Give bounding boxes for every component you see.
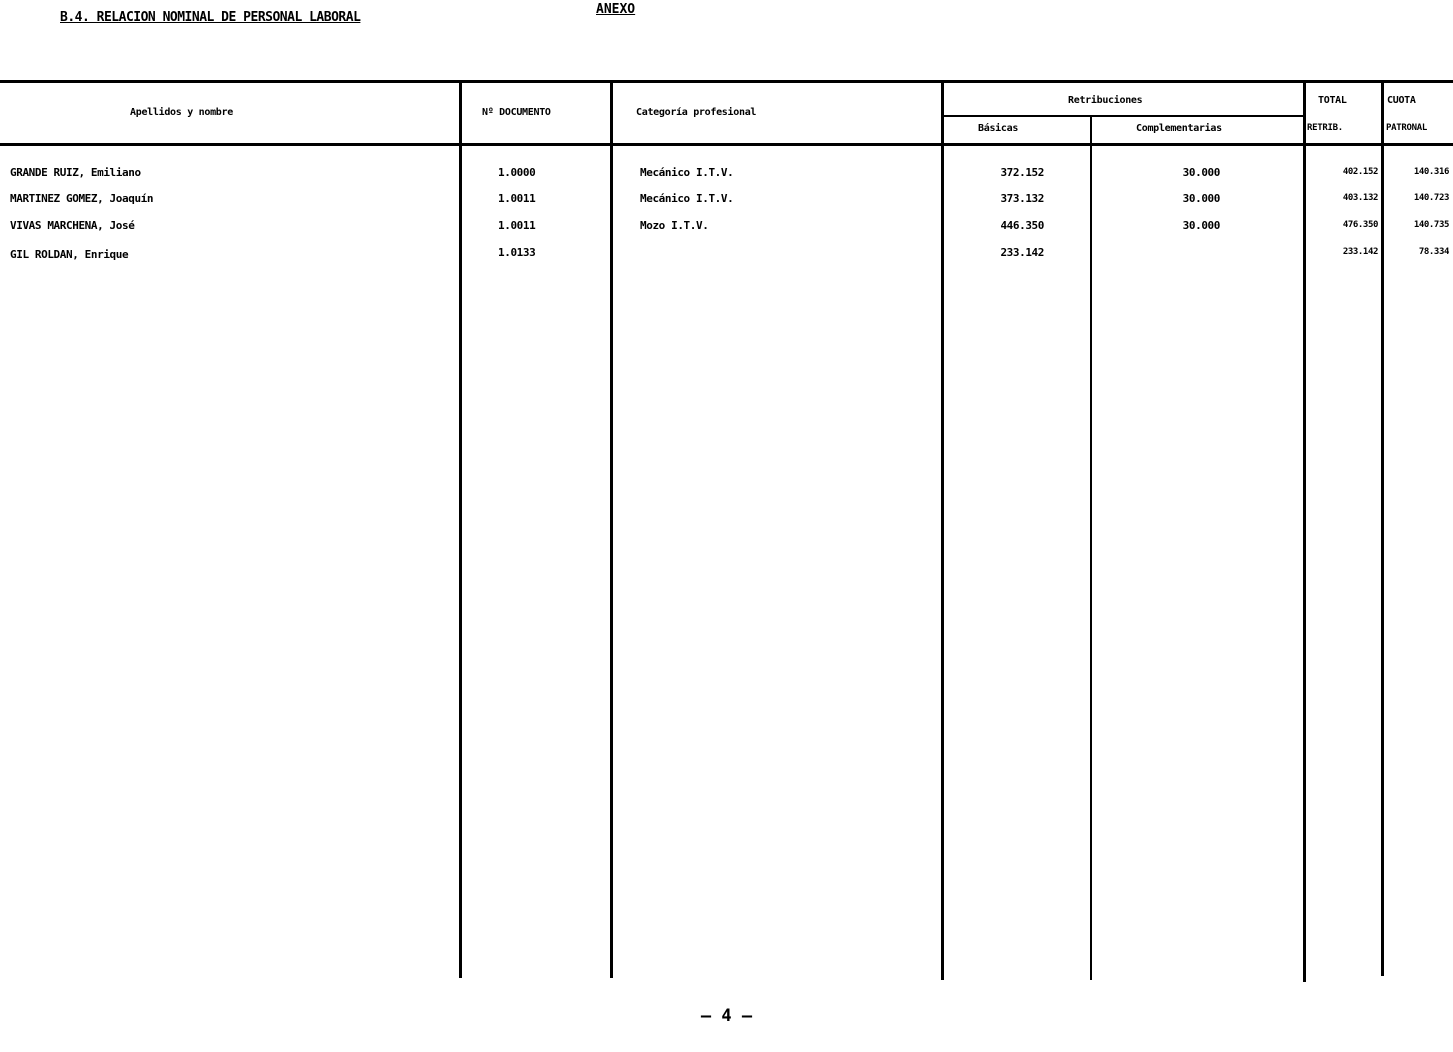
row-3-complementarias: 30.000: [1182, 219, 1220, 232]
row-1-dni: 1.0000: [498, 166, 536, 179]
header-cuota-line1: CUOTA: [1387, 95, 1416, 106]
header-dni: Nº DOCUMENTO: [482, 107, 551, 118]
header-total-line1: TOTAL: [1318, 95, 1347, 106]
header-complementarias: Complementarias: [1136, 123, 1222, 134]
row-2-cuota: 140.723: [1413, 193, 1449, 203]
col-divider-category: [941, 82, 944, 980]
row-1-category: Mecánico I.T.V.: [640, 166, 734, 179]
header-retribuciones: Retribuciones: [1068, 95, 1143, 106]
header-cuota-line2: PATRONAL: [1386, 123, 1427, 133]
row-4-cuota: 78.334: [1418, 247, 1449, 257]
row-3-category: Mozo I.T.V.: [640, 219, 709, 232]
section-title: B.4. RELACION NOMINAL DE PERSONAL LABORAL: [60, 10, 361, 25]
row-1-name: GRANDE RUIZ, Emiliano: [10, 166, 141, 179]
row-1-complementarias: 30.000: [1182, 166, 1220, 179]
row-1-basicas: 372.152: [1000, 166, 1044, 179]
row-3-name: VIVAS MARCHENA, José: [10, 219, 135, 232]
table-top-rule: [0, 80, 1453, 83]
row-3-basicas: 446.350: [1000, 219, 1044, 232]
header-basicas: Básicas: [978, 123, 1019, 134]
header-category: Categoría profesional: [636, 107, 757, 118]
row-2-complementarias: 30.000: [1182, 192, 1220, 205]
row-2-category: Mecánico I.T.V.: [640, 192, 734, 205]
retribuciones-subrule: [943, 115, 1305, 117]
row-2-basicas: 373.132: [1000, 192, 1044, 205]
row-3-dni: 1.0011: [498, 219, 536, 232]
header-bottom-rule: [0, 143, 1453, 146]
col-divider-name: [459, 82, 462, 978]
col-divider-total: [1381, 82, 1384, 976]
row-2-name: MARTINEZ GOMEZ, Joaquín: [10, 192, 154, 205]
row-3-cuota: 140.735: [1413, 220, 1449, 230]
row-2-dni: 1.0011: [498, 192, 536, 205]
col-divider-dni: [610, 82, 613, 978]
row-4-dni: 1.0133: [498, 246, 536, 259]
header-name: Apellidos y nombre: [130, 107, 233, 118]
row-4-total: 233.142: [1342, 247, 1378, 257]
annex-label: ANEXO: [596, 2, 636, 17]
row-4-basicas: 233.142: [1000, 246, 1044, 259]
row-2-total: 403.132: [1342, 193, 1378, 203]
row-4-name: GIL ROLDAN, Enrique: [10, 248, 129, 261]
page-number: — 4 —: [700, 1006, 753, 1026]
col-divider-basicas: [1090, 116, 1092, 980]
row-1-cuota: 140.316: [1413, 167, 1449, 177]
header-total-line2: RETRIB.: [1307, 123, 1343, 133]
col-divider-complementarias: [1303, 82, 1306, 982]
row-3-total: 476.350: [1342, 220, 1378, 230]
row-1-total: 402.152: [1342, 167, 1378, 177]
